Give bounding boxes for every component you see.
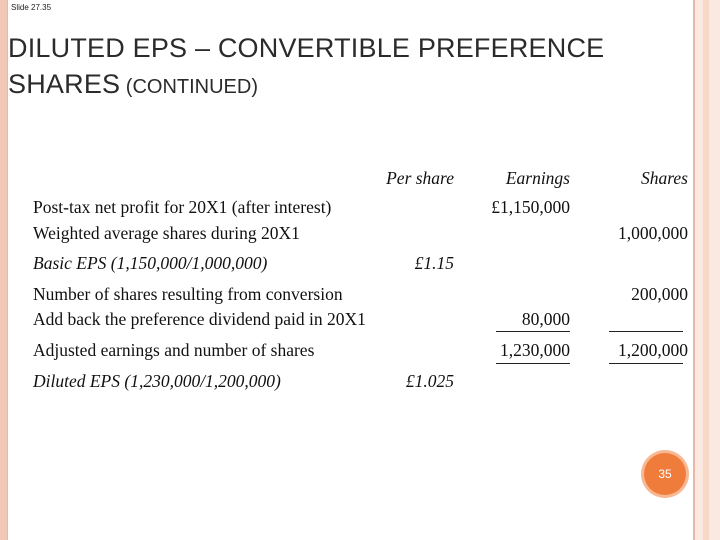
header-earnings: Earnings	[505, 168, 570, 188]
title-line-2-suffix: (CONTINUED)	[120, 76, 258, 98]
row-earnings: £1,150,000	[491, 197, 570, 217]
row-label: Diluted EPS (1,230,000/1,200,000)	[33, 371, 281, 391]
row-shares: 200,000	[631, 284, 688, 304]
page-number-badge: 35	[644, 453, 686, 495]
left-decor-bar	[0, 0, 7, 540]
row-label: Weighted average shares during 20X1	[33, 223, 300, 243]
row-label: Adjusted earnings and number of shares	[33, 340, 315, 360]
table-row	[20, 340, 690, 366]
table-row	[20, 284, 690, 310]
title-line-2-main: SHARES	[8, 69, 121, 99]
row-label: Number of shares resulting from conversion	[33, 284, 343, 304]
shares-total-rule	[609, 363, 683, 364]
row-per-share: £1.15	[414, 253, 454, 273]
title-line-2	[8, 66, 688, 107]
table-row	[20, 253, 690, 279]
shares-subtotal-rule	[609, 331, 683, 332]
row-shares: 1,200,000	[618, 340, 688, 360]
header-shares: Shares	[641, 168, 688, 188]
row-shares: 1,000,000	[618, 223, 688, 243]
right-decor-bar	[694, 0, 720, 540]
table-row	[20, 197, 690, 223]
slide-label: Slide 27.35	[11, 3, 52, 12]
table-row	[20, 309, 690, 335]
title-line-1: DILUTED EPS – CONVERTIBLE PREFERENCE	[8, 33, 605, 63]
earnings-subtotal-rule	[496, 331, 570, 332]
slide-title	[8, 30, 688, 107]
eps-table	[20, 158, 690, 398]
row-label: Post-tax net profit for 20X1 (after interest)	[33, 197, 332, 217]
table-row	[20, 223, 690, 249]
header-per-share: Per share	[386, 168, 454, 188]
table-row	[20, 371, 690, 397]
row-earnings: 1,230,000	[500, 340, 570, 360]
table-header-row	[20, 168, 690, 194]
row-per-share: £1.025	[405, 371, 454, 391]
earnings-total-rule	[496, 363, 570, 364]
row-label: Add back the preference dividend paid in 20X1	[33, 309, 366, 329]
row-label: Basic EPS (1,150,000/1,000,000)	[33, 253, 268, 273]
row-earnings: 80,000	[521, 309, 570, 329]
